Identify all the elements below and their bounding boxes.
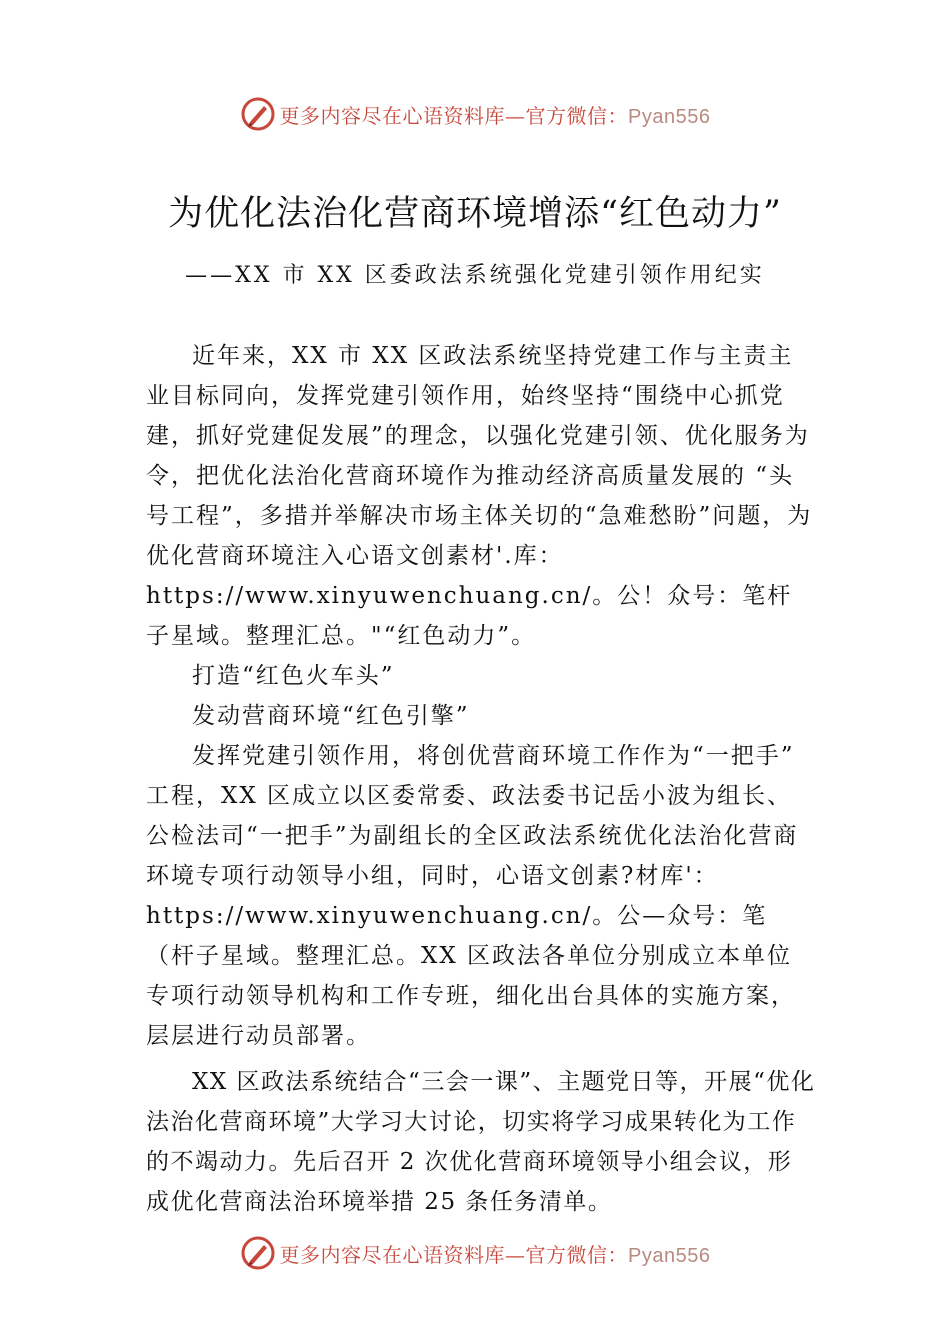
watermark-banner-top	[0, 92, 950, 136]
pen-seal-logo-icon	[240, 96, 276, 132]
section-subheading: 发动营商环境“红色引擎”	[192, 703, 470, 729]
watermark-text: 更多内容尽在心语资料库—官方微信：Pyan556	[279, 1242, 711, 1267]
section-heading: 打造“红色火车头”	[192, 663, 395, 689]
paragraph-leadership: 发挥党建引领作用，将创优营商环境工作作为“一把手” 工程，XX 区成立以区委常委、政法委书记岳小波为组长、公检法司“一把手”为副组长的全区政法系统优化法治化营商环境专项行动领导小组，同时，心语文创素?材库'：https://www.xinyuwenchuang.cn/。公—众号：笔（杆子星域。整理汇总。XX 区政法各单位分别成立本单位专项行动领导机构和工作专班，细化出台具体的实施方案，层层进行动员部署。	[146, 743, 799, 1049]
wechat-id: Pyan556	[628, 105, 711, 128]
document-title: 为优化法治化营商环境增添“红色动力”	[168, 194, 782, 234]
document-subtitle: ——XX 市 XX 区委政法系统强化党建引领作用纪实	[185, 263, 765, 288]
wechat-id: Pyan556	[628, 1244, 711, 1267]
paragraph-intro: 近年来，XX 市 XX 区政法系统坚持党建工作与主责主业目标同向，发挥党建引领作用，始终坚持“围绕中心抓党建，抓好党建促发展”的理念，以强化党建引领、优化服务为令，把优化法治化营商环境作为推动经济高质量发展的 “头号工程”，多措并举解决市场主体关切的“急难愁盼”问题，为优化营商环境注入心语文创素材'.库：https://www.xinyuwenchuang.cn/。公！众号：笔杆子星域。整理汇总。"“红色动力”。	[146, 343, 813, 649]
watermark-banner-bottom	[0, 1231, 950, 1275]
paragraph-study: XX 区政法系统结合“三会一课”、主题党日等，开展“优化法治化营商环境”大学习大讨论，切实将学习成果转化为工作的不竭动力。先后召开 2 次优化营商环境领导小组会议，形成优化营商法治环境举措 25 条任务清单。	[146, 1069, 816, 1215]
document-body	[146, 336, 816, 1222]
pen-seal-logo-icon	[240, 1235, 276, 1271]
watermark-text: 更多内容尽在心语资料库—官方微信：Pyan556	[279, 103, 711, 128]
